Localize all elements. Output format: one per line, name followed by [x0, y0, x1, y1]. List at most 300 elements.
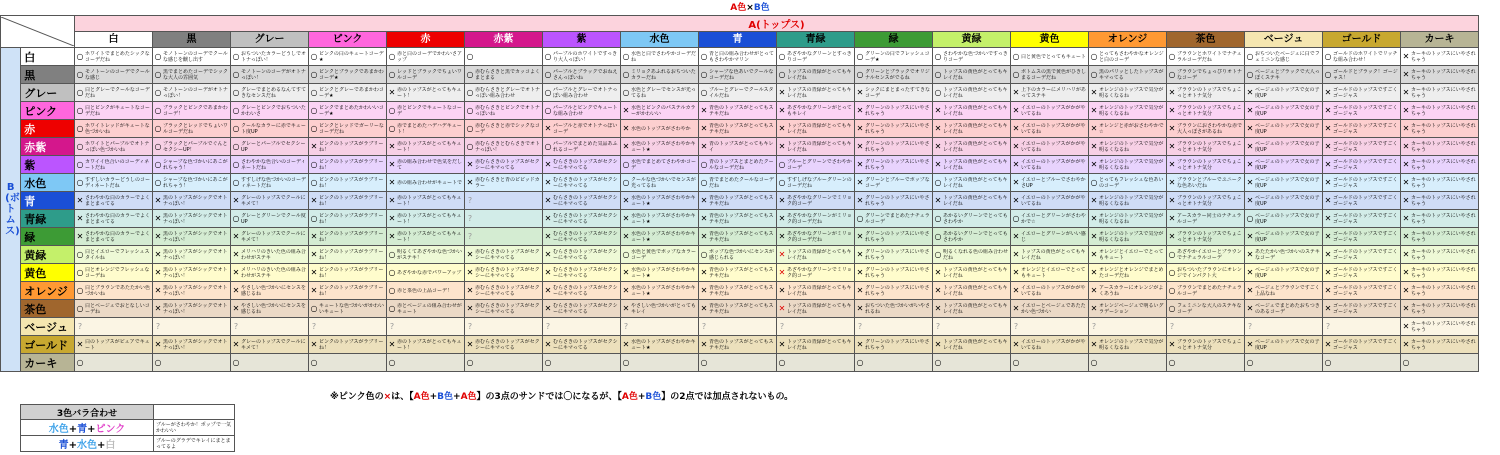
mix-row2-p1: + — [68, 440, 77, 451]
cross-icon: ✕ — [1246, 303, 1254, 313]
cross-icon: ✕ — [622, 195, 630, 205]
combo-comment: カーキのトップスにいやされちゃう — [1411, 140, 1476, 153]
combo-cell — [231, 246, 309, 264]
combo-comment: 赤むらさきとむらさきでオトナっぽい！ — [475, 140, 541, 153]
cross-icon: ✕ — [1402, 177, 1410, 187]
combo-comment: 水色のトップスがさわやかキュート★ — [631, 230, 696, 243]
combo-comment: 青色のトップスがとってもステキだね — [709, 212, 774, 225]
cross-icon: ✕ — [388, 231, 396, 241]
combo-comment: あたたかい色づかいのステキなコーデ — [1255, 248, 1320, 261]
combination-grid — [0, 15, 1479, 372]
cross-icon: ✕ — [1168, 159, 1176, 169]
combo-comment: トップスの青緑がとってもキレイだね — [787, 248, 852, 261]
cross-icon: ✕ — [1012, 267, 1020, 277]
circle-icon: ○ — [76, 87, 84, 97]
combo-comment: モノトーンのコーデでクールな感じ — [85, 68, 150, 81]
cross-icon: ✕ — [1324, 123, 1332, 133]
combo-comment: オレンジのトップスで気分が明るくなるね — [1099, 86, 1164, 99]
mix-row1-a: 水色 — [48, 424, 69, 435]
combo-comment: カーキのトップスにいやされちゃう — [1411, 86, 1476, 99]
circle-icon: ○ — [622, 87, 630, 97]
combo-comment: むらさきのトップスがセクシーにキマってる — [553, 302, 618, 315]
note-a1: A色 — [413, 392, 430, 402]
combo-cell — [75, 318, 153, 336]
circle-icon: ○ — [1168, 69, 1176, 79]
combo-comment: ベージュとブラックで大人っぽくステキ — [1255, 68, 1320, 81]
combo-cell — [465, 66, 543, 84]
combo-cell — [1167, 210, 1245, 228]
combo-comment: カーキのトップスにいやされちゃう — [1411, 338, 1476, 351]
combo-comment: カーキのトップスにいやされちゃう — [1411, 68, 1476, 81]
three-color-mix-table — [20, 404, 235, 452]
mix-row1-note: ブルーがさわやか！ポップで一気かわいい — [154, 420, 235, 436]
cross-icon: ✕ — [1402, 321, 1410, 331]
combo-comment: レッドとブラックでちょいワルコーデ — [397, 68, 462, 81]
combo-cell — [621, 66, 699, 84]
combo-comment: ゴールドとブラック！ゴージャス！ — [1333, 68, 1398, 81]
note-p2: + — [453, 392, 461, 402]
combo-comment: ゴールドのトップスですごくゴージャス — [1333, 338, 1398, 351]
combo-cell — [1089, 192, 1167, 210]
circle-icon: ○ — [388, 69, 396, 79]
combo-comment: グレーでまとめるなんてすてきなセンスだね — [241, 86, 307, 99]
cross-icon: ✕ — [1012, 105, 1020, 115]
combo-comment: あざやかな赤でパワーアップ — [397, 269, 462, 276]
combo-comment: グリーンのトップスにいやされちゃう — [865, 266, 930, 279]
combo-comment: 明るくてあざやかな色づかいがステキ！ — [397, 248, 463, 261]
combo-cell — [1011, 48, 1089, 66]
combo-comment: オレンジのトップスで気分が明るくなるね — [1099, 230, 1164, 243]
combo-cell — [543, 228, 621, 246]
circle-icon: ○ — [310, 87, 318, 97]
combo-comment: あざやかなグリーンとすっきりコーデ — [787, 50, 852, 63]
combo-cell — [1245, 210, 1323, 228]
combo-comment: グリーンのトップスにいやされちゃう — [865, 248, 930, 261]
cross-icon: ✕ — [1246, 285, 1254, 295]
combo-cell — [75, 48, 153, 66]
combo-comment: グリーンのトップスにいやされちゃう — [865, 338, 930, 351]
question-icon: ? — [389, 321, 395, 331]
combo-cell — [933, 102, 1011, 120]
circle-icon: ○ — [778, 69, 786, 79]
cross-icon: ✕ — [544, 177, 552, 187]
combo-cell — [777, 138, 855, 156]
cross-icon: ✕ — [1402, 51, 1410, 61]
combo-comment: 青色のトップスがとってもステキだね — [709, 302, 774, 315]
col-header-0: 白 — [75, 32, 153, 48]
circle-icon: ○ — [388, 51, 396, 61]
combo-cell — [777, 264, 855, 282]
combo-cell — [153, 174, 231, 192]
combo-cell — [543, 192, 621, 210]
cross-icon: ✕ — [1324, 87, 1332, 97]
circle-icon: ○ — [1168, 267, 1176, 277]
combo-comment: オレンジのトップスで気分が明るくなるね — [1099, 212, 1164, 225]
combo-cell — [1323, 354, 1401, 372]
combo-comment: おちついた色づかいがいやされるね — [865, 302, 930, 315]
combo-cell — [1245, 84, 1323, 102]
circle-icon: ○ — [1324, 69, 1332, 79]
combo-comment: ブラウンのトップスでちょこっとオトナ気分 — [1177, 140, 1242, 153]
combo-comment: メリハリのきいた色の組み合わせがステキ — [241, 266, 306, 279]
combo-comment: モノトーンのコーデがオトナっぽい！ — [241, 68, 306, 81]
circle-icon: ○ — [622, 69, 630, 79]
combo-comment: ベージュのトップスで女の子度UP — [1255, 104, 1320, 117]
cross-icon: ✕ — [310, 285, 318, 295]
combo-comment: トップスの黄色がとってもキレイだね — [943, 338, 1008, 351]
combo-comment: ピンクでまとめたかわいいコーデ★ — [319, 104, 384, 117]
combo-comment: イエローとグリーンがさわやかで☆ — [1021, 212, 1086, 225]
combo-cell — [1167, 138, 1245, 156]
combo-cell — [1089, 336, 1167, 354]
combo-cell — [465, 102, 543, 120]
combo-cell — [621, 228, 699, 246]
b-bottoms-header — [1, 48, 21, 372]
question-icon: ? — [233, 321, 239, 331]
mix-row2-note: ブルーのグラデでキレイにまとまってるよ — [154, 436, 235, 452]
combo-cell — [387, 192, 465, 210]
cross-icon: ✕ — [856, 141, 864, 151]
combo-cell — [1245, 264, 1323, 282]
combo-cell — [1089, 354, 1167, 372]
combo-cell — [1323, 192, 1401, 210]
cross-icon: ✕ — [856, 249, 864, 259]
combo-cell — [1401, 318, 1479, 336]
combo-comment: トップスの黄色がとってもキレイだね — [943, 68, 1008, 81]
combo-cell — [153, 84, 231, 102]
combo-comment: 赤むらさきと青のビビッドカラー — [475, 176, 540, 189]
combo-cell — [699, 318, 777, 336]
cross-icon: ✕ — [1324, 303, 1332, 313]
circle-icon: ○ — [388, 285, 396, 295]
cross-icon: ✕ — [232, 339, 240, 349]
combo-comment: パープルとブラックでおねえさんっぽいね — [553, 68, 618, 81]
combo-comment: ピンクのトップスがラブリーね！ — [319, 338, 384, 351]
circle-icon: ○ — [856, 213, 864, 223]
circle-icon: ○ — [1168, 285, 1176, 295]
mix-row1-p2: + — [87, 424, 96, 435]
combo-comment: ゴールドのトップスですごくゴージャス — [1333, 302, 1398, 315]
combo-cell — [933, 84, 1011, 102]
combo-comment: イエローのトップスがかがやいてるね — [1021, 338, 1086, 351]
combo-cell — [855, 66, 933, 84]
combo-cell — [309, 264, 387, 282]
circle-icon: ○ — [154, 51, 162, 61]
combo-cell — [309, 48, 387, 66]
cross-icon: ✕ — [544, 303, 552, 313]
combo-cell — [1323, 138, 1401, 156]
col-header-12: 黄色 — [1011, 32, 1089, 48]
row-header-17: カーキ — [21, 354, 75, 372]
combo-cell — [1245, 282, 1323, 300]
combo-cell — [855, 102, 933, 120]
mix-title: 3色バラ合わせ — [21, 405, 154, 420]
combo-cell — [699, 174, 777, 192]
combo-cell — [153, 120, 231, 138]
circle-icon: ○ — [232, 159, 240, 169]
combo-comment: グレーのトップスでクールにキメて！ — [241, 194, 306, 207]
mix-row1-p1: + — [68, 424, 78, 435]
combo-comment: 白とベージュでおとなしいコーデね — [85, 302, 150, 315]
combo-cell — [1323, 156, 1401, 174]
combo-cell — [1245, 102, 1323, 120]
table-row — [1, 84, 1479, 102]
circle-icon: ○ — [232, 87, 240, 97]
table-row — [1, 48, 1479, 66]
row-header-13: オレンジ — [21, 282, 75, 300]
cross-icon: ✕ — [1324, 159, 1332, 169]
combo-cell — [1011, 336, 1089, 354]
combo-comment: ブラウンにおさわやかな赤で大人っぽさがあるね — [1177, 122, 1243, 135]
combo-cell — [1323, 48, 1401, 66]
combo-comment: オレンジと赤がおさわやかで☆ — [1099, 122, 1164, 135]
combo-cell — [387, 102, 465, 120]
combo-cell — [153, 300, 231, 318]
combo-cell — [309, 156, 387, 174]
circle-icon: ○ — [76, 159, 84, 169]
combo-comment: 水色のトップスがさわやかキュート★ — [631, 140, 696, 153]
row-header-11: 黄緑 — [21, 246, 75, 264]
combination-table — [0, 15, 1479, 372]
combo-cell — [1401, 246, 1479, 264]
combo-comment: ピンクのトップスがラブリーね！ — [319, 230, 384, 243]
circle-icon: ○ — [310, 105, 318, 115]
combo-cell — [777, 48, 855, 66]
circle-icon: ○ — [1246, 357, 1254, 367]
cross-icon: ✕ — [856, 303, 864, 313]
combo-cell — [699, 84, 777, 102]
circle-icon: ○ — [934, 51, 942, 61]
combo-cell — [1089, 138, 1167, 156]
combo-cell — [75, 102, 153, 120]
combo-cell — [855, 138, 933, 156]
combo-cell — [699, 354, 777, 372]
combo-cell — [465, 264, 543, 282]
combo-cell — [1245, 174, 1323, 192]
combo-comment: グリーンの白でフレッシュコーデ★ — [865, 50, 930, 63]
combo-cell — [777, 300, 855, 318]
combo-comment: 青色のトップスがとってもステキだね — [709, 266, 774, 279]
combo-comment: カーキのトップスにいやされちゃう — [1411, 248, 1476, 261]
combo-cell — [1245, 120, 1323, 138]
combo-comment: むらさきのトップスがセクシーにキマってる — [553, 338, 618, 351]
cross-icon: ✕ — [310, 267, 318, 277]
circle-icon: ○ — [388, 249, 396, 259]
circle-icon: ○ — [778, 357, 786, 367]
combo-cell — [1401, 264, 1479, 282]
combo-cell — [465, 138, 543, 156]
combo-comment: 青色のトップスがとってもステキだね — [709, 284, 774, 297]
combo-comment: ピンクのトップスがラブリーね！ — [319, 248, 384, 261]
question-icon: ? — [77, 321, 83, 331]
combo-comment: 黒のトップスがシックでオトナっぽい！ — [163, 284, 228, 297]
mix-row2-b: 水色 — [77, 440, 97, 451]
combo-cell — [1089, 318, 1167, 336]
combo-cell — [1245, 336, 1323, 354]
combo-cell — [465, 354, 543, 372]
cross-icon: ✕ — [700, 105, 708, 115]
combo-cell — [699, 210, 777, 228]
circle-icon: ○ — [310, 123, 318, 133]
combo-comment: 水色のトップスがさわやかキュート★ — [631, 212, 696, 225]
combo-cell — [621, 174, 699, 192]
combo-comment: 青色のトップスがとってもステキだね — [709, 230, 774, 243]
combo-comment: カーキのトップスにいやされちゃう — [1411, 320, 1476, 333]
combo-comment: イエローのトップスがかがやいてるね — [1021, 194, 1086, 207]
row-header-6: 紫 — [21, 156, 75, 174]
cross-icon: ✕ — [1402, 123, 1410, 133]
combo-cell — [699, 300, 777, 318]
row-header-5: 赤紫 — [21, 138, 75, 156]
combo-cell — [933, 120, 1011, 138]
row-header-15: ベージュ — [21, 318, 75, 336]
circle-icon: ○ — [778, 177, 786, 187]
cross-icon: ✕ — [544, 231, 552, 241]
combo-cell — [309, 336, 387, 354]
combo-cell — [153, 66, 231, 84]
combo-cell — [1011, 210, 1089, 228]
combo-cell — [1011, 246, 1089, 264]
combo-cell — [153, 336, 231, 354]
cross-icon: ✕ — [1090, 105, 1098, 115]
combo-comment: やさしい色づかいにセンスを感じるね — [241, 302, 306, 315]
combo-comment: ブラウンのトップスでちょこっとオトナ気分 — [1177, 194, 1242, 207]
combo-comment: おちついたカラーどうしでオトナっぽい！ — [241, 50, 306, 63]
combo-comment: パープルと赤でオトナっぽいコーデ — [553, 122, 618, 135]
combo-comment: 赤むらさきのトップスがセクシーにキマってる — [475, 248, 540, 261]
cross-icon: ✕ — [544, 249, 552, 259]
combo-cell — [1323, 174, 1401, 192]
cross-icon: ✕ — [934, 285, 942, 295]
circle-icon: ○ — [856, 357, 864, 367]
mix-row2-a: 青 — [58, 440, 69, 451]
circle-icon: ○ — [1246, 69, 1254, 79]
combo-cell — [621, 336, 699, 354]
cross-icon: ✕ — [622, 123, 630, 133]
cross-icon: ✕ — [778, 285, 786, 295]
combo-comment: ゴールドのホワイトでリッチな組み合わせ！ — [1333, 50, 1398, 63]
col-header-14: 茶色 — [1167, 32, 1245, 48]
combo-comment: オレンジのトップスで気分が明るくなるね — [1099, 140, 1164, 153]
combo-comment: ピンクのトップスがラブリーね！ — [319, 266, 384, 279]
combo-comment: カーキのトップスにいやされちゃう — [1411, 194, 1476, 207]
note-pre: ※ピンク色の — [330, 392, 384, 402]
circle-icon: ○ — [856, 69, 864, 79]
combo-comment: カーキのトップスにいやされちゃう — [1411, 122, 1476, 135]
circle-icon: ○ — [700, 177, 708, 187]
combo-comment: グリーンとブルーでポップなコーデ — [865, 176, 930, 189]
combo-cell — [231, 66, 309, 84]
combo-comment: 赤と茶色の上品コーデ！ — [397, 287, 453, 294]
combo-cell — [1245, 354, 1323, 372]
circle-icon: ○ — [310, 51, 318, 61]
combo-comment: トップスの黄色がとってもキレイだね — [943, 122, 1008, 135]
combo-cell — [621, 48, 699, 66]
combo-cell — [543, 174, 621, 192]
circle-icon: ○ — [700, 87, 708, 97]
cross-icon: ✕ — [778, 87, 786, 97]
combo-cell — [855, 318, 933, 336]
col-header-4: 赤 — [387, 32, 465, 48]
cross-icon: ✕ — [466, 249, 474, 259]
cross-icon: ✕ — [1402, 303, 1410, 313]
combo-comment: トップスの青緑がとってもキレイだね — [787, 122, 852, 135]
combo-comment: 赤とピンクでキュートなコーデ — [397, 104, 462, 117]
combo-comment: さわやかな白のカラーでよくまとまってる — [85, 212, 151, 225]
combo-comment: 赤むらさきとグレーでオトナっぽい組み合わせ — [475, 86, 541, 99]
b-bottoms-label: B(ボトムス) — [5, 182, 20, 237]
combo-comment: カーキのトップスにいやされちゃう — [1411, 302, 1476, 315]
note-a3: A色 — [621, 392, 638, 402]
combo-cell — [309, 318, 387, 336]
cross-icon: ✕ — [1246, 195, 1254, 205]
note-b1: B色 — [437, 392, 454, 402]
cross-icon: ✕ — [388, 195, 396, 205]
combo-comment: グリーンのトップスにいやされちゃう — [865, 140, 930, 153]
combo-comment: ポップな色づかいにセンスが感じられる — [709, 248, 774, 261]
cross-icon: ✕ — [1246, 105, 1254, 115]
circle-icon: ○ — [934, 357, 942, 367]
combo-cell — [309, 246, 387, 264]
cross-icon: ✕ — [934, 105, 942, 115]
combo-cell — [855, 48, 933, 66]
combo-comment: 赤の組み合わせがキュートで — [397, 179, 463, 186]
combo-comment: ブラックとピンクであまかわコーデ！ — [163, 104, 228, 117]
combo-cell — [75, 210, 153, 228]
combo-comment: さわやかな白のカラーでよくまとまってる — [85, 194, 151, 207]
combo-comment: ブラウンでちょっぴりオトナなコーデ — [1177, 68, 1243, 81]
combo-cell — [309, 174, 387, 192]
combo-cell — [777, 174, 855, 192]
combo-comment: フェミニンな大人のステキなコーデ — [1177, 302, 1242, 315]
combo-cell — [621, 84, 699, 102]
combo-cell — [75, 156, 153, 174]
cross-icon: ✕ — [1168, 105, 1176, 115]
combo-comment: やさしい色づかいがとってもキレイ — [631, 302, 696, 315]
cross-icon: ✕ — [1090, 159, 1098, 169]
combo-cell — [1323, 318, 1401, 336]
combo-cell — [1323, 102, 1401, 120]
circle-icon: ○ — [1168, 249, 1176, 259]
circle-icon: ○ — [388, 303, 396, 313]
combo-comment: ピンクのトップスがラブリーね！ — [319, 194, 384, 207]
combo-comment: 赤と白のコーデでかわいさアップ — [397, 50, 463, 63]
combo-cell — [1401, 120, 1479, 138]
combo-cell — [933, 66, 1011, 84]
combo-comment: 赤むらさきのトップスがセクシーにキマってる — [475, 284, 540, 297]
combo-cell — [1089, 228, 1167, 246]
combo-cell — [1245, 300, 1323, 318]
combo-cell — [777, 246, 855, 264]
combo-comment: 水色とグレーでセンスが光ってるね — [631, 86, 696, 99]
combo-comment: あかるいグリーンでとってもさわやか — [943, 230, 1008, 243]
cross-icon: ✕ — [856, 267, 864, 277]
combo-cell — [777, 102, 855, 120]
question-icon: ? — [545, 321, 551, 331]
row-header-3: ピンク — [21, 102, 75, 120]
combo-cell — [1011, 300, 1089, 318]
combo-cell — [231, 120, 309, 138]
cross-icon: ✕ — [1402, 159, 1410, 169]
cross-icon: ✕ — [700, 231, 708, 241]
cross-icon: ✕ — [1012, 177, 1020, 187]
combo-comment: シャープな色づかいにあこがれちゃう！ — [163, 176, 228, 189]
combo-cell — [1401, 156, 1479, 174]
cross-icon: ✕ — [154, 213, 162, 223]
circle-icon: ○ — [934, 177, 942, 187]
combo-cell — [855, 210, 933, 228]
circle-icon: ○ — [388, 267, 396, 277]
